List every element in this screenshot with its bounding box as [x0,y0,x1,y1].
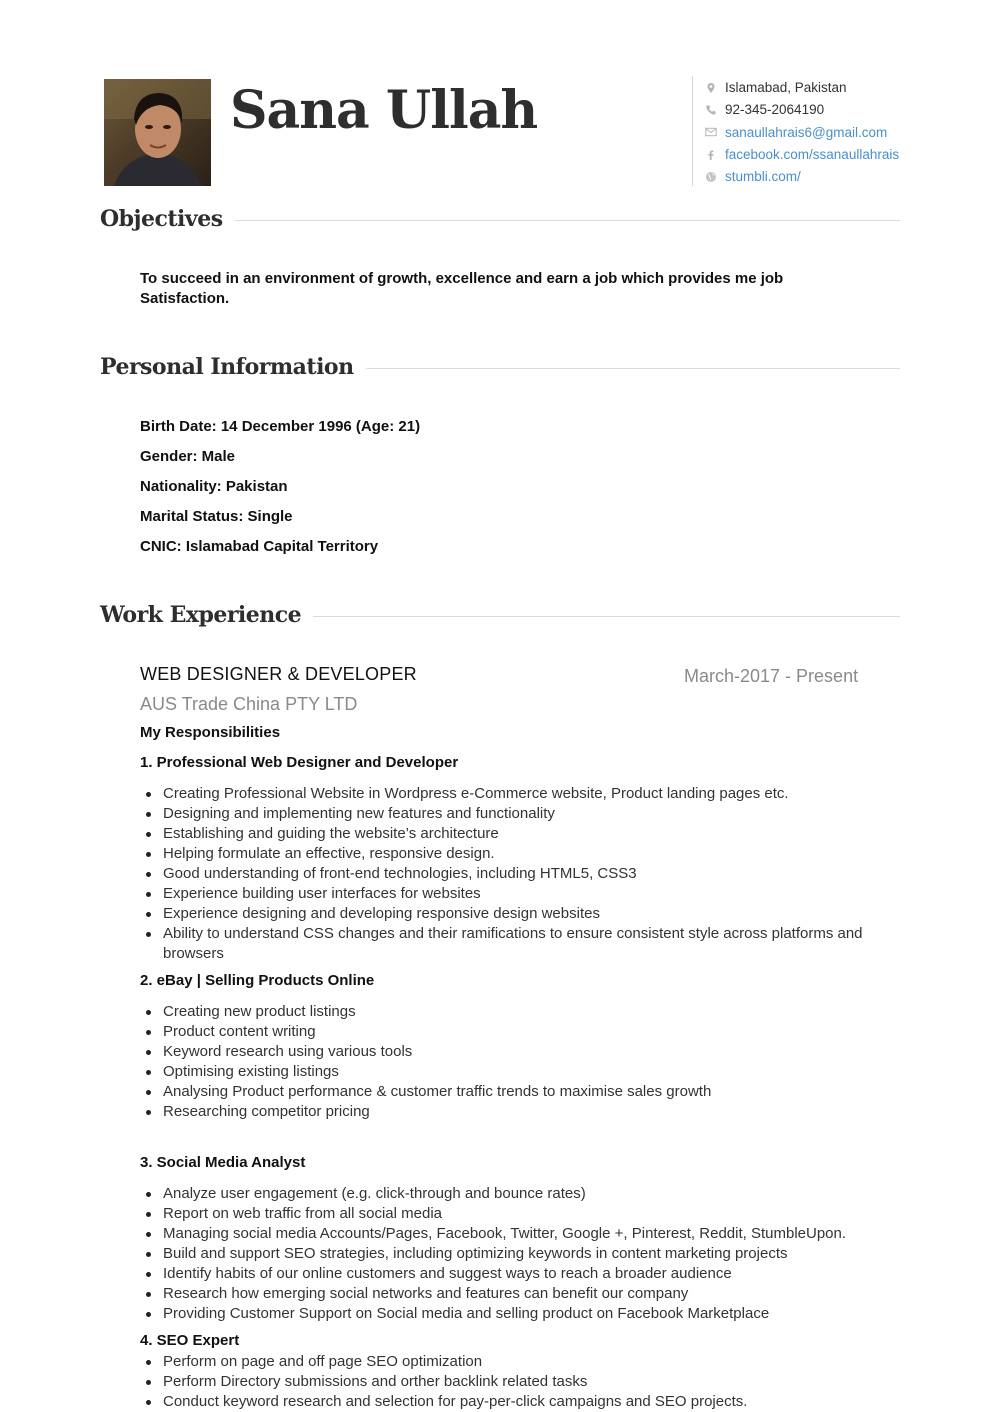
profile-photo [104,79,211,186]
list-item: Product content writing [163,1022,863,1042]
group-title-ebay: 2. eBay | Selling Products Online [140,972,375,989]
ebay-list [140,1002,863,1122]
list-item: Perform Directory submissions and orther backlink related tasks [163,1372,863,1392]
group-title-seo: 4. SEO Expert [140,1332,240,1349]
objectives-section-header [100,206,900,232]
contact-facebook[interactable] [705,144,942,165]
list-item: Build and support SEO strategies, including optimizing keywords in content marketing projects [163,1244,863,1264]
list-item: Creating new product listings [163,1002,863,1022]
contact-website[interactable] [705,166,942,187]
list-item: Establishing and guiding the website’s architecture [163,824,863,844]
contact-phone [705,99,942,120]
nationality: Nationality: Pakistan [140,478,288,495]
section-divider [235,220,900,221]
responsibilities-label: My Responsibilities [140,724,281,741]
birth-date: Birth Date: 14 December 1996 (Age: 21) [140,418,421,435]
seo-list [140,1352,863,1412]
cnic: CNIC: Islamabad Capital Territory [140,538,379,555]
list-item: Perform on page and off page SEO optimization [163,1352,863,1372]
group-title-social-media: 3. Social Media Analyst [140,1154,306,1171]
list-item: Good understanding of front-end technologies, including HTML5, CSS3 [163,864,863,884]
list-item: Providing Customer Support on Social media and selling product on Facebook Marketplace [163,1304,863,1324]
list-item: Helping formulate an effective, responsive design. [163,844,863,864]
contact-location [705,77,942,98]
contact-info [692,76,942,186]
list-item: Conduct keyword research and selection for pay-per-click campaigns and SEO projects. [163,1392,863,1412]
section-divider [366,368,900,369]
email-link[interactable]: sanaullahrais6@gmail.com [725,124,888,140]
personal-section-header [100,354,900,380]
group-title-web-designer: 1. Professional Web Designer and Developer [140,754,459,771]
web-designer-list [140,784,863,964]
location-pin-icon [705,82,717,94]
list-item: Researching competitor pricing [163,1102,863,1122]
list-item: Research how emerging social networks and features can benefit our company [163,1284,863,1304]
profile-photo-image [104,79,211,186]
list-item: Designing and implementing new features and functionality [163,804,863,824]
list-item: Report on web traffic from all social media [163,1204,863,1224]
website-link[interactable]: stumbli.com/ [725,169,801,185]
list-item: Creating Professional Website in Wordpress e-Commerce website, Product landing pages etc. [163,784,863,804]
list-item: Keyword research using various tools [163,1042,863,1062]
envelope-icon [705,126,717,138]
company-name: AUS Trade China PTY LTD [140,694,358,714]
marital-status: Marital Status: Single [140,508,293,525]
social-media-list [140,1184,863,1324]
work-heading: Work Experience [100,602,302,628]
facebook-link[interactable]: facebook.com/ssanaullahrais [725,147,900,163]
work-section-header [100,602,900,628]
objective-text: To succeed in an environment of growth, excellence and earn a job which provides me job Satisfaction. [140,270,784,307]
contact-email[interactable] [705,122,942,143]
list-item: Managing social media Accounts/Pages, Facebook, Twitter, Google +, Pinterest, Reddit, StumbleUpon. [163,1224,863,1244]
location-text: Islamabad, Pakistan [725,80,847,96]
personal-heading: Personal Information [100,354,354,380]
gender: Gender: Male [140,448,236,465]
list-item: Identify habits of our online customers and suggest ways to reach a broader audience [163,1264,863,1284]
job-title: WEB DESIGNER & DEVELOPER [140,664,417,684]
list-item: Experience designing and developing responsive design websites [163,904,863,924]
phone-icon [705,104,717,116]
list-item: Optimising existing listings [163,1062,863,1082]
list-item: Ability to understand CSS changes and their ramifications to ensure consistent style across platforms and browsers [163,925,863,962]
objectives-heading: Objectives [100,206,223,232]
list-item: Analyze user engagement (e.g. click-through and bounce rates) [163,1184,863,1204]
phone-text: 92-345-2064190 [725,102,825,118]
candidate-name: Sana Ullah [230,80,538,141]
section-divider [313,616,900,617]
list-item: Experience building user interfaces for websites [163,884,863,904]
facebook-icon [705,149,717,161]
personal-info-list [140,417,420,567]
globe-icon [705,171,717,183]
job-dates: March-2017 - Present [684,666,859,686]
list-item: Analysing Product performance & customer traffic trends to maximise sales growth [163,1082,863,1102]
